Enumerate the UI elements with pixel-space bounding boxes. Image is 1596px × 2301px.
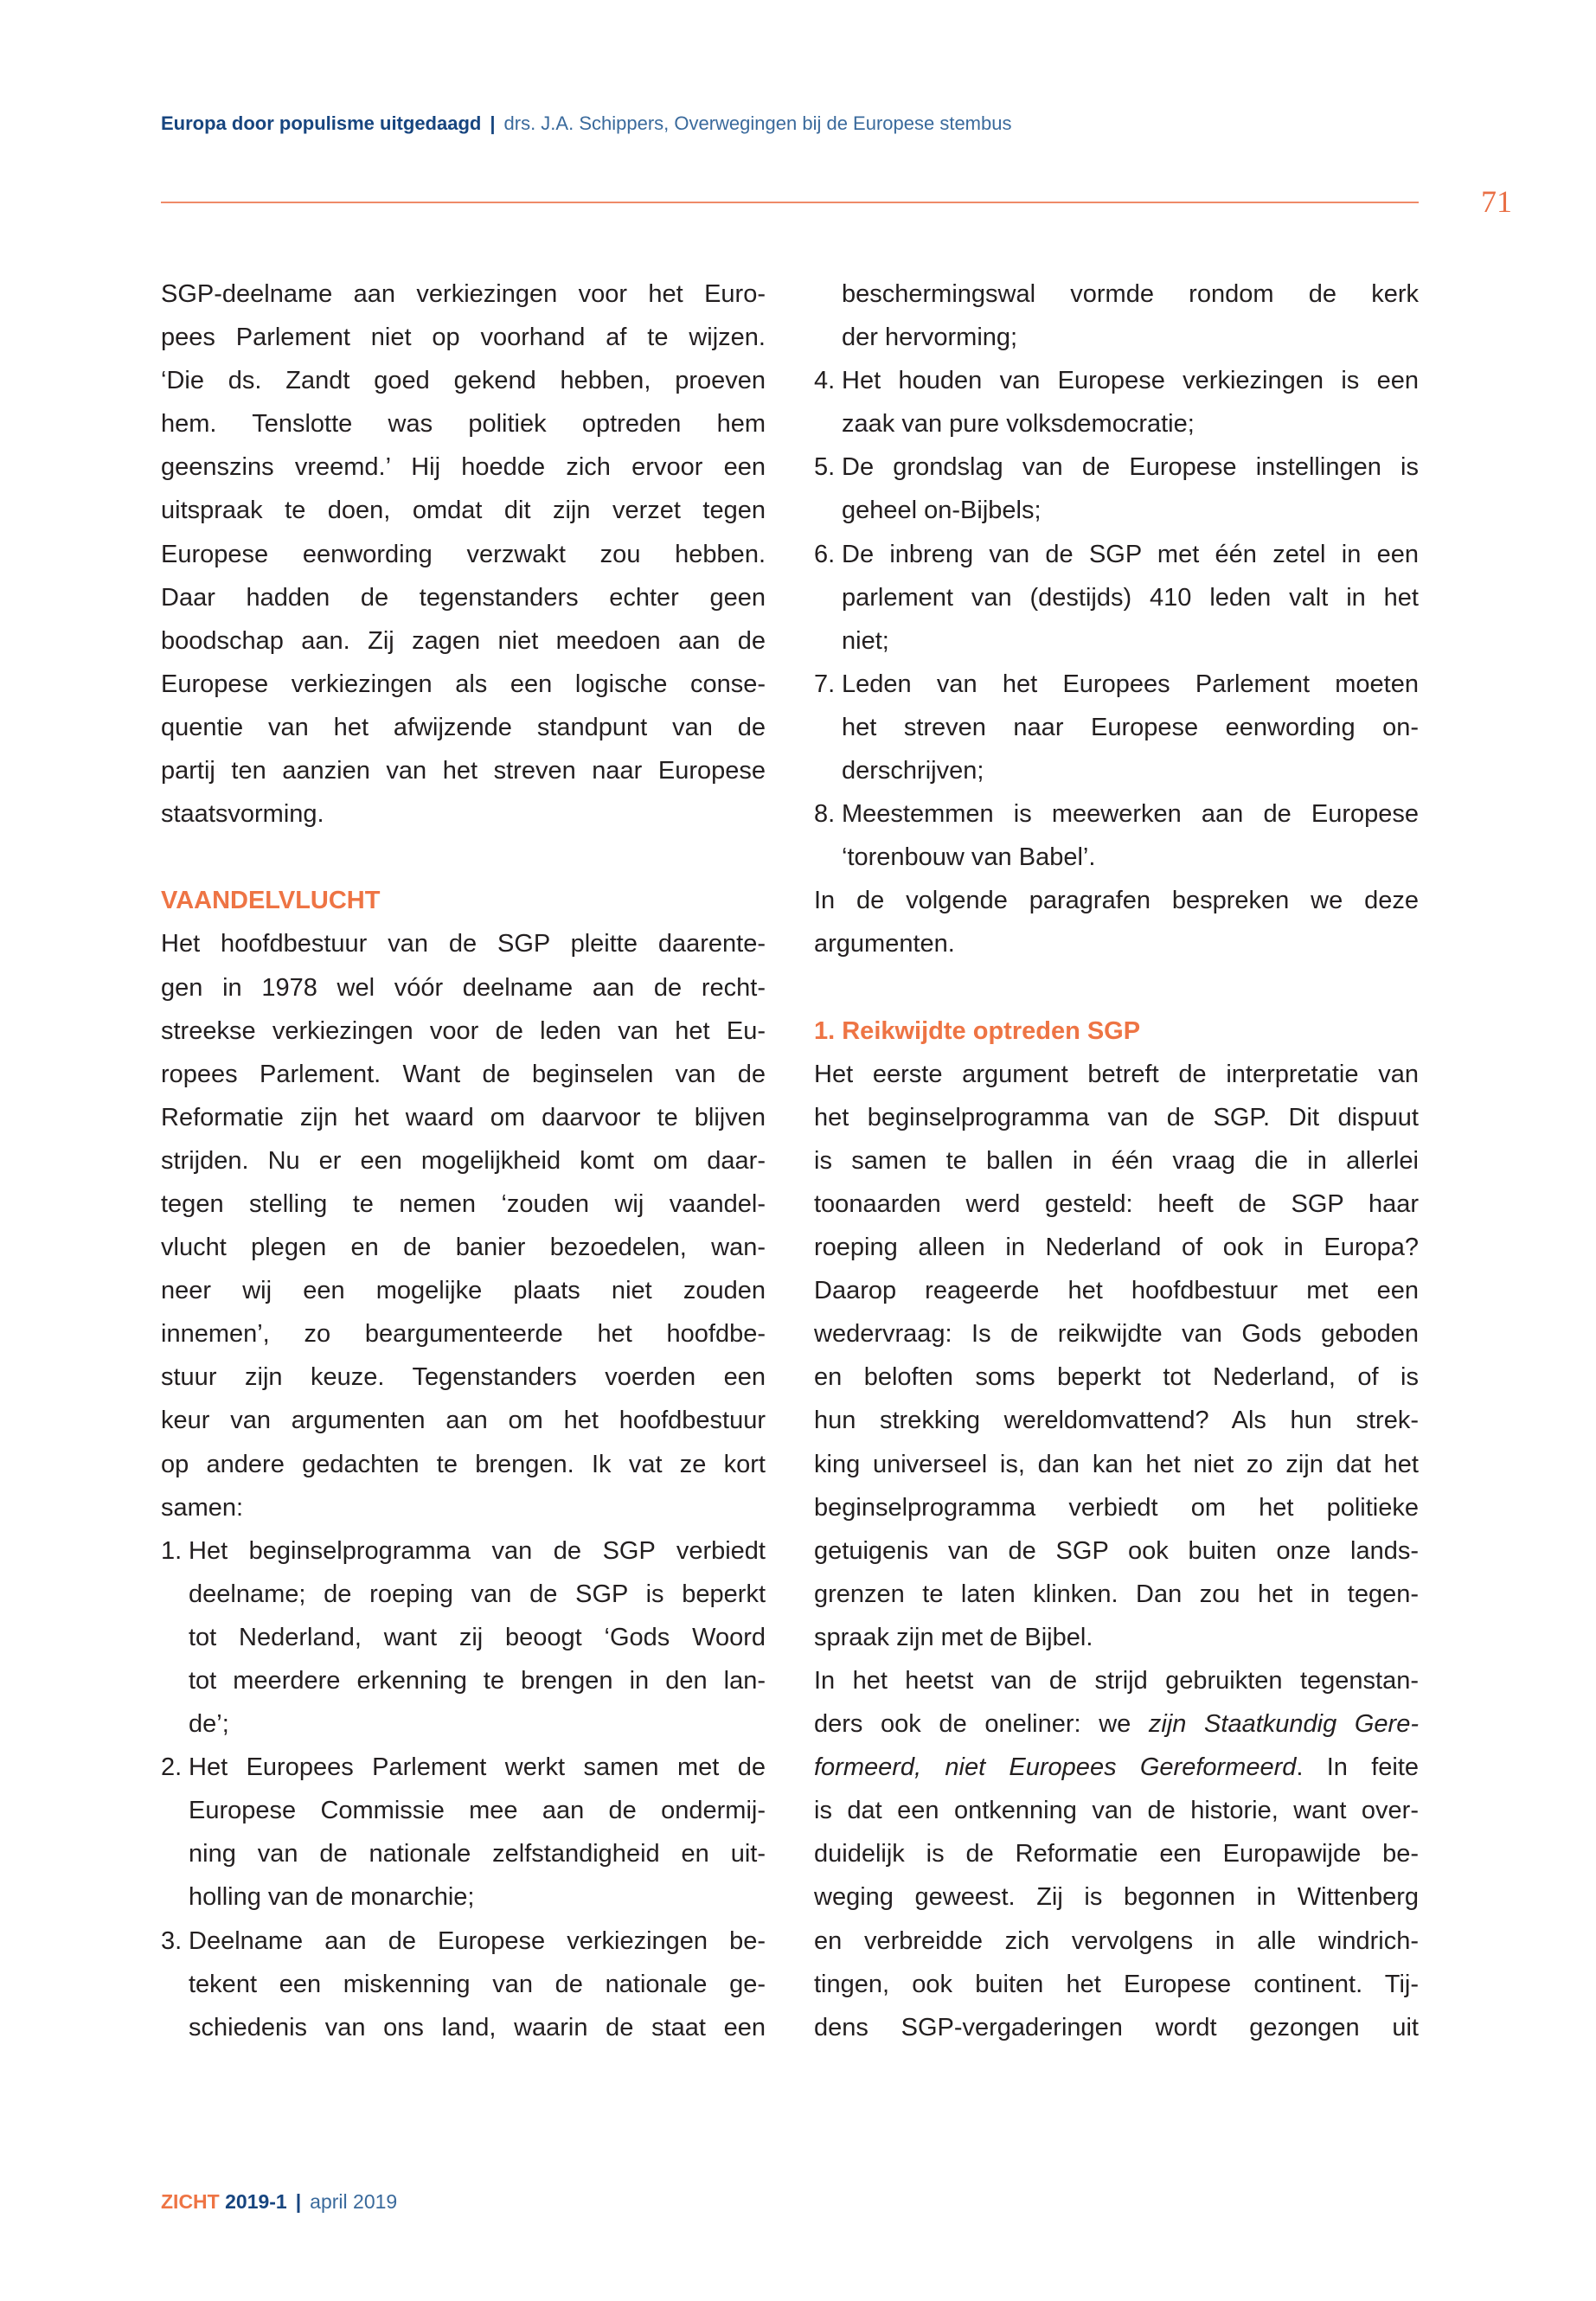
text-line [814,1789,1419,1832]
text-run: beginselprogramma verbiedt om het politieke [814,1493,1419,1522]
text-line [161,1875,766,1919]
line-text [161,836,766,879]
text-run: tot Nederland, want zij beoogt ‘Gods Woord [189,1623,766,1651]
line-text [842,836,1419,879]
text-run: Meestemmen is meewerken aan de Europese [842,800,1419,829]
text-line [161,1486,766,1529]
text-line [814,1659,1419,1702]
text-line [814,1269,1419,1312]
line-text [842,749,1419,792]
text-run: der hervorming; [842,324,1018,352]
text-line [814,272,1419,316]
line-text [842,402,1419,445]
text-run: niet; [842,626,889,655]
text-line [814,1746,1419,1789]
line-text [842,316,1419,359]
text-line [161,2006,766,2049]
text-run: Reformatie zijn het waard om daarvoor te blijven [161,1103,766,1131]
line-text [161,1096,766,1139]
text-line [161,445,766,489]
text-run: De grondslag van de Europese instellingen is [842,453,1419,482]
footer-separator: | [295,2190,302,2213]
line-text [161,1139,766,1183]
line-text [814,1226,1419,1269]
line-text [814,1443,1419,1486]
line-text [161,1009,766,1053]
line-text [189,1832,766,1875]
text-run: 1. Reikwijdte optreden SGP [814,1016,1141,1045]
text-line [161,272,766,316]
text-line [161,359,766,402]
list-item-line [161,1529,766,1573]
text-run: holling van de monarchie; [189,1883,475,1912]
text-run: Europese verkiezingen als een logische conse- [161,670,766,698]
text-line [814,706,1419,749]
text-run: duidelijk is de Reformatie een Europawijde be- [814,1840,1419,1868]
text-run: weging geweest. Zij is begonnen in Wittenberg [814,1883,1419,1912]
text-run: parlement van (destijds) 410 leden valt in het [842,583,1419,612]
line-text [161,359,766,402]
line-text [814,1312,1419,1356]
text-run: pees Parlement niet op voorhand af te wijzen. [161,324,766,352]
text-line [814,879,1419,922]
text-run: hem. Tenslotte was politiek optreden hem [161,410,766,439]
line-text [161,489,766,532]
line-text [189,2006,766,2049]
line-text [814,922,1419,965]
text-run: ropees Parlement. Want de beginselen van de [161,1060,766,1088]
text-run: VAANDELVLUCHT [161,887,381,915]
text-run: geenszins vreemd.’ Hij hoedde zich ervoor een [161,453,766,482]
text-run: de’; [189,1710,229,1739]
text-line [814,966,1419,1009]
text-line [814,1139,1419,1183]
text-run: neer wij een mogelijke plaats niet zouden [161,1277,766,1305]
text-run: dens SGP-vergaderingen wordt gezongen uit [814,2013,1419,2041]
line-text [814,1789,1419,1832]
text-line [161,836,766,879]
text-run: keur van argumenten aan om het hoofdbestuur [161,1407,766,1435]
text-run: Het eerste argument betreft de interpretatie van [814,1060,1419,1088]
text-run: deelname; de roeping van de SGP is beperkt [189,1580,766,1608]
line-text [189,1529,766,1573]
text-line [814,1399,1419,1442]
text-run: derschrijven; [842,757,984,785]
text-line [161,402,766,445]
footer-magazine: ZICHT [161,2190,220,2213]
line-text [161,1226,766,1269]
text-line [161,1226,766,1269]
line-text [189,1746,766,1789]
text-line [161,922,766,965]
text-run: Daar hadden de tegenstanders echter geen [161,583,766,612]
text-run: ‘Die ds. Zandt goed gekend hebben, proeven [161,367,766,395]
text-line [814,1920,1419,1963]
text-run: king universeel is, dan kan het niet zo zijn dat het [814,1450,1419,1478]
text-run: Leden van het Europees Parlement moeten [842,670,1419,698]
line-text [189,1963,766,2006]
text-line [161,1443,766,1486]
line-text [814,1616,1419,1659]
text-run: Het hoofdbestuur van de SGP pleitte daarente- [161,930,766,958]
list-number: 5. [814,453,836,482]
footer-issue: 2019-1 [225,2190,287,2213]
text-line [161,1832,766,1875]
list-item-line [814,533,1419,576]
line-text [842,489,1419,532]
text-line [161,533,766,576]
text-line [814,1963,1419,2006]
list-number: 7. [814,670,836,698]
line-text [161,966,766,1009]
line-text [814,1139,1419,1183]
text-run: tingen, ook buiten het Europese continent. Tij- [814,1970,1419,1998]
line-text [814,1009,1419,1053]
line-text [842,706,1419,749]
text-line [161,1616,766,1659]
line-text [161,619,766,663]
text-run: Deelname aan de Europese verkiezingen be- [189,1926,766,1955]
line-text [814,1963,1419,2006]
italic-text-run: formeerd, niet Europees Gereformeerd [814,1753,1297,1782]
line-text [814,1659,1419,1702]
line-text [842,445,1419,489]
text-run: boodschap aan. Zij zagen niet meedoen aan de [161,626,766,655]
section-heading [814,1009,1419,1053]
text-run: uitspraak te doen, omdat dit zijn verzet tegen [161,497,766,525]
header-section-title: Europa door populisme uitgedaagd [161,112,482,134]
line-text [814,966,1419,1009]
text-run: beschermingswal vormde rondom de kerk [842,280,1419,308]
line-text [161,1183,766,1226]
text-line [814,1875,1419,1919]
line-text [842,576,1419,619]
text-run: Het beginselprogramma van de SGP verbiedt [189,1536,766,1565]
text-line [814,1096,1419,1139]
text-run: roeping alleen in Nederland of ook in Europa? [814,1234,1419,1262]
text-run: ‘torenbouw van Babel’. [842,843,1096,872]
text-line [161,489,766,532]
line-text [814,1573,1419,1616]
line-text [161,792,766,836]
line-text [189,1659,766,1702]
text-line [161,1573,766,1616]
line-text [161,533,766,576]
text-run: en verbreidde zich vervolgens in alle windrich- [814,1926,1419,1955]
line-text [161,1269,766,1312]
line-text [189,1616,766,1659]
text-run: staatsvorming. [161,800,324,829]
line-text [814,1183,1419,1226]
text-run: strijden. Nu er een mogelijkheid komt om daar- [161,1146,766,1175]
text-run: schiedenis van ons land, waarin de staat een [189,2013,766,2041]
line-text [814,1053,1419,1096]
line-text [189,1789,766,1832]
list-item-line [814,445,1419,489]
text-line [814,1702,1419,1746]
line-text [161,663,766,706]
header-separator: | [490,112,496,134]
text-run: op andere gedachten te brengen. Ik vat ze kort [161,1450,766,1478]
text-line [814,1053,1419,1096]
text-line [814,1443,1419,1486]
text-line [161,706,766,749]
text-run: het streven naar Europese eenwording on- [842,713,1419,741]
text-line [161,1789,766,1832]
text-run: het beginselprogramma van de SGP. Dit dispuut [814,1103,1419,1131]
text-line [161,792,766,836]
text-run: tot meerdere erkenning te brengen in den lan- [189,1667,766,1695]
text-line [161,1183,766,1226]
text-run: is samen te ballen in één vraag die in allerlei [814,1146,1419,1175]
text-line [161,316,766,359]
header-article-title: drs. J.A. Schippers, Overwegingen bij de Europese stembus [503,112,1012,134]
text-line [161,663,766,706]
section-heading [161,879,766,922]
right-column [814,272,1419,2049]
list-item-line [814,792,1419,836]
text-line [161,966,766,1009]
text-run: hun strekking wereldomvattend? Als hun strek- [814,1407,1419,1435]
page-number: 71 [1481,184,1512,219]
footer-date: april 2019 [310,2190,398,2213]
text-line [814,576,1419,619]
line-text [814,1832,1419,1875]
text-line [814,2006,1419,2049]
line-text [814,1529,1419,1573]
line-text [161,272,766,316]
text-run: argumenten. [814,930,955,958]
text-run: . In feite [1296,1753,1420,1782]
line-text [814,1486,1419,1529]
text-line [161,619,766,663]
text-line [161,1702,766,1746]
text-line [814,1529,1419,1573]
text-run: zaak van pure volksdemocratie; [842,410,1195,439]
line-text [161,576,766,619]
text-line [814,489,1419,532]
text-line [161,1269,766,1312]
list-item-line [161,1746,766,1789]
line-text [814,1356,1419,1399]
text-run: en beloften soms beperkt tot Nederland, of is [814,1363,1419,1392]
text-line [161,749,766,792]
text-line [814,922,1419,965]
text-line [161,1312,766,1356]
text-line [161,1963,766,2006]
text-run: quentie van het afwijzende standpunt van de [161,713,766,741]
text-line [161,1399,766,1442]
line-text [161,922,766,965]
list-item-line [814,663,1419,706]
text-run: Het Europees Parlement werkt samen met de [189,1753,766,1782]
text-run: SGP-deelname aan verkiezingen voor het Euro- [161,280,766,308]
list-item-line [161,1920,766,1963]
text-line [814,1616,1419,1659]
italic-text-run: zijn Staatkundig Gere- [1148,1710,1419,1739]
text-run: Europese eenwording verzwakt zou hebben. [161,540,766,568]
text-line [814,1312,1419,1356]
text-run: samen: [161,1493,244,1522]
line-text [814,1096,1419,1139]
text-run: ning van de nationale zelfstandigheid en uit- [189,1840,766,1868]
line-text [161,1399,766,1442]
text-run: grenzen te laten klinken. Dan zou het in tegen- [814,1580,1419,1608]
text-run: toonaarden werd gesteld: heeft de SGP haar [814,1189,1419,1218]
text-line [814,316,1419,359]
line-text [814,1399,1419,1442]
line-text [161,445,766,489]
footer [161,2190,397,2214]
line-text [161,879,766,922]
line-text [189,1875,766,1919]
text-run: getuigenis van de SGP ook buiten onze lands- [814,1536,1419,1565]
line-text [814,1269,1419,1312]
line-text [161,706,766,749]
text-line [161,1009,766,1053]
text-line [814,619,1419,663]
line-text [842,792,1419,836]
running-header [161,112,1011,135]
line-text [189,1573,766,1616]
list-number: 4. [814,367,836,395]
line-text [814,1746,1419,1789]
text-line [814,1486,1419,1529]
text-line [814,836,1419,879]
line-text [814,1702,1419,1746]
left-column [161,272,766,2049]
list-number: 2. [161,1753,183,1782]
text-run: Daarop reageerde het hoofdbestuur met een [814,1277,1419,1305]
line-text [842,663,1419,706]
list-number: 3. [161,1926,183,1955]
text-run: innemen’, zo beargumenteerde het hoofdbe- [161,1320,766,1349]
line-text [814,1875,1419,1919]
text-run: stuur zijn keuze. Tegenstanders voerden een [161,1363,766,1392]
list-number: 8. [814,800,836,829]
text-run: Het houden van Europese verkiezingen is een [842,367,1419,395]
text-run: ders ook de oneliner: we [814,1710,1149,1739]
line-text [842,619,1419,663]
text-run: streekse verkiezingen voor de leden van het Eu- [161,1016,766,1045]
header-rule [161,202,1419,203]
text-run: In de volgende paragrafen bespreken we deze [814,887,1419,915]
text-line [814,1183,1419,1226]
text-run: Europese Commissie mee aan de ondermij- [189,1797,766,1825]
text-line [161,1139,766,1183]
text-run: De inbreng van de SGP met één zetel in een [842,540,1419,568]
list-number: 1. [161,1536,183,1565]
text-run: tekent een miskenning van de nationale ge- [189,1970,766,1998]
line-text [189,1702,766,1746]
text-line [814,1356,1419,1399]
line-text [161,1053,766,1096]
list-item-line [814,359,1419,402]
text-line [814,402,1419,445]
text-run: spraak zijn met de Bijbel. [814,1623,1093,1651]
text-run: is dat een ontkenning van de historie, want over- [814,1797,1419,1825]
line-text [161,749,766,792]
text-run: In het heetst van de strijd gebruikten tegenstan- [814,1667,1419,1695]
text-line [814,1573,1419,1616]
line-text [161,1486,766,1529]
text-run: geheel on-Bijbels; [842,497,1042,525]
text-line [161,1356,766,1399]
text-run: tegen stelling te nemen ‘zouden wij vaandel- [161,1189,766,1218]
text-run: gen in 1978 wel vóór deelname aan de recht- [161,973,766,1002]
text-line [814,1832,1419,1875]
text-line [161,1096,766,1139]
text-line [161,1659,766,1702]
line-text [814,879,1419,922]
text-line [814,1226,1419,1269]
line-text [842,359,1419,402]
line-text [161,1443,766,1486]
line-text [161,316,766,359]
text-run: partij ten aanzien van het streven naar Europese [161,757,766,785]
text-line [814,749,1419,792]
line-text [161,402,766,445]
line-text [814,2006,1419,2049]
line-text [161,1356,766,1399]
line-text [161,1312,766,1356]
list-number: 6. [814,540,836,568]
line-text [814,1920,1419,1963]
text-line [161,576,766,619]
line-text [842,533,1419,576]
text-run: vlucht plegen en de banier bezoedelen, wan- [161,1234,766,1262]
line-text [842,272,1419,316]
line-text [189,1920,766,1963]
text-run: wedervraag: Is de reikwijdte van Gods geboden [814,1320,1419,1349]
text-line [161,1053,766,1096]
